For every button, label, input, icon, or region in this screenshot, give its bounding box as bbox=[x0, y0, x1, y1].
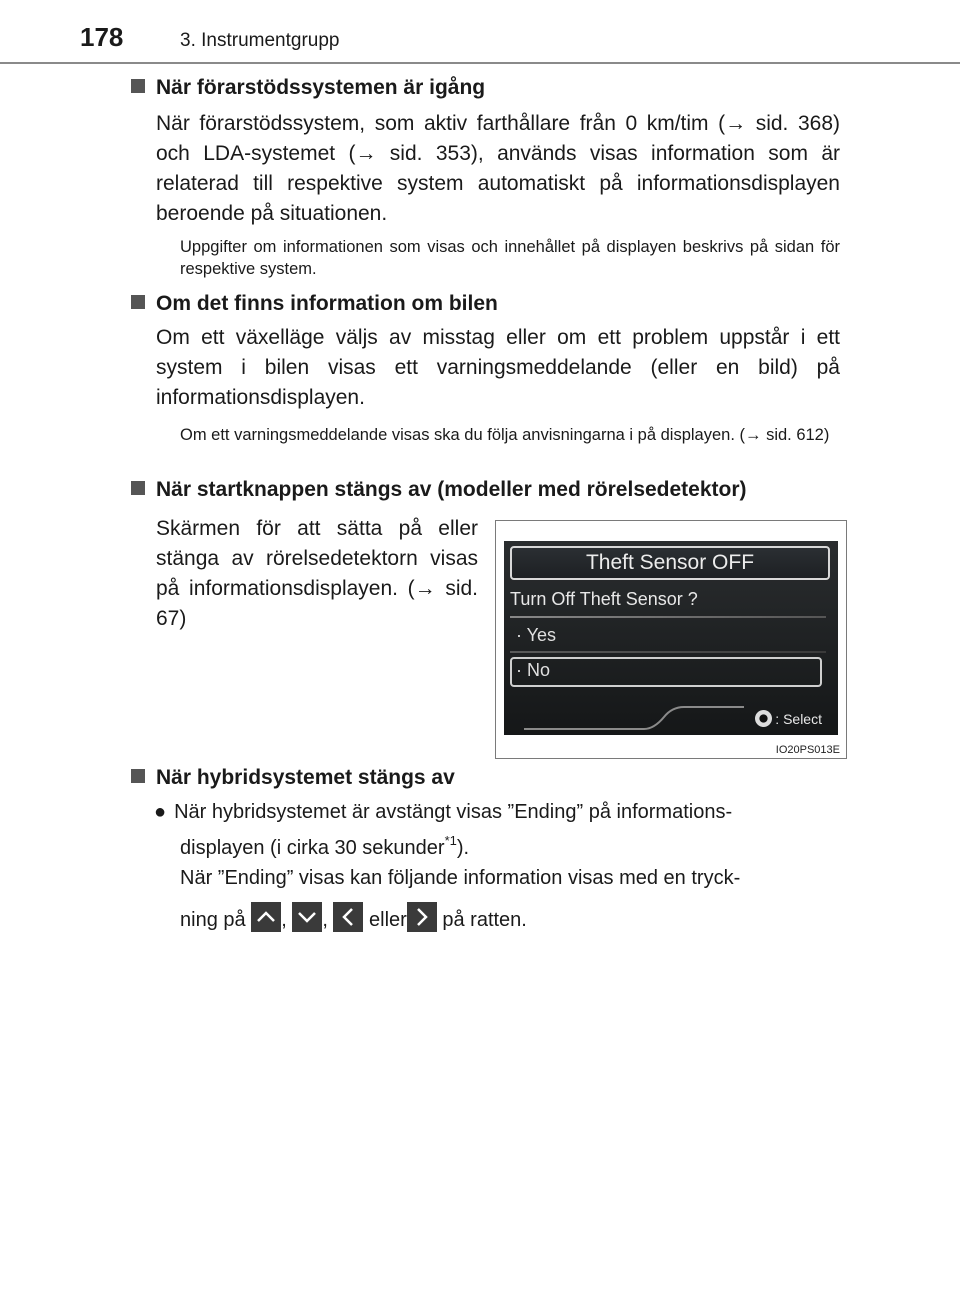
chevron-up-icon bbox=[251, 902, 281, 932]
square-bullet-icon bbox=[131, 769, 145, 783]
round-bullet-icon: ● bbox=[154, 801, 167, 823]
option-yes: · Yes bbox=[516, 625, 557, 645]
screen-divider bbox=[510, 616, 826, 618]
header-divider bbox=[0, 62, 960, 64]
square-bullet-icon bbox=[131, 295, 145, 309]
screen-divider bbox=[510, 651, 826, 653]
chapter-title: 3. Instrumentgrupp bbox=[180, 30, 340, 51]
select-hint: : Select bbox=[755, 710, 822, 727]
ending-info-line2: ning på , , eller på ratten. bbox=[180, 902, 527, 935]
chevron-right-icon bbox=[407, 902, 437, 932]
theft-sensor-screen-figure bbox=[495, 520, 847, 759]
ending-info-line1: När ”Ending” visas kan följande information visas med en tryck- bbox=[180, 867, 741, 889]
bullet-hybrid-off: ● När hybridsystemet är avstängt visas ”Ending” på informations- bbox=[154, 801, 733, 823]
section-body-vehicle-info: Om ett växelläge väljs av misstag eller om ett problem uppstår i ett system i bilen visas ett varningsmeddelande (eller en bild) på informationsdisplayen. bbox=[156, 326, 840, 409]
section-note-vehicle-info: Om ett varningsmeddelande visas ska du följa anvisningarna i på displayen. (→ sid. 612) bbox=[180, 426, 830, 444]
bullet-hybrid-off-cont: displayen (i cirka 30 sekunder$^{*1}$). bbox=[180, 833, 470, 859]
screen-question: Turn Off Theft Sensor ? bbox=[510, 589, 698, 609]
option-no: · No bbox=[516, 660, 551, 680]
section-body-start-button: Skärmen för att sätta på eller stänga av rörelsedetektorn visas på informationsdisplayen. (→ sid. 67) bbox=[156, 517, 478, 630]
footnote-mark: *1 bbox=[444, 833, 457, 848]
section-body-driver-assist: När förarstödssystem, som aktiv farthållare från 0 km/tim (→ sid. 368) och LDA-systemet (→ sid. 353), används visas information som är relaterad till respektive system automatiskt på informationsdisplayen beroende på situationen. bbox=[156, 112, 840, 225]
section-heading-hybrid-off: När hybridsystemet stängs av bbox=[131, 766, 455, 790]
dial-knob-icon bbox=[755, 710, 772, 727]
chevron-left-icon bbox=[333, 902, 363, 932]
section-heading-start-button: När startknappen stängs av (modeller med rörelsedetektor) bbox=[131, 478, 747, 502]
display-screen bbox=[504, 541, 838, 735]
page-number: 178 bbox=[80, 22, 124, 52]
section-heading-driver-assist: När förarstödssystemen är igång bbox=[131, 76, 485, 100]
screen-title: Theft Sensor OFF bbox=[510, 546, 830, 580]
square-bullet-icon bbox=[131, 79, 145, 93]
figure-code: IO20PS013E bbox=[775, 744, 840, 756]
section-heading-vehicle-info: Om det finns information om bilen bbox=[131, 292, 498, 316]
option-no-selection-box bbox=[510, 657, 822, 687]
square-bullet-icon bbox=[131, 481, 145, 495]
chevron-down-icon bbox=[292, 902, 322, 932]
section-note-driver-assist: Uppgifter om informationen som visas och innehållet på displayen beskrivs på sidan för respektive system. bbox=[180, 238, 840, 278]
